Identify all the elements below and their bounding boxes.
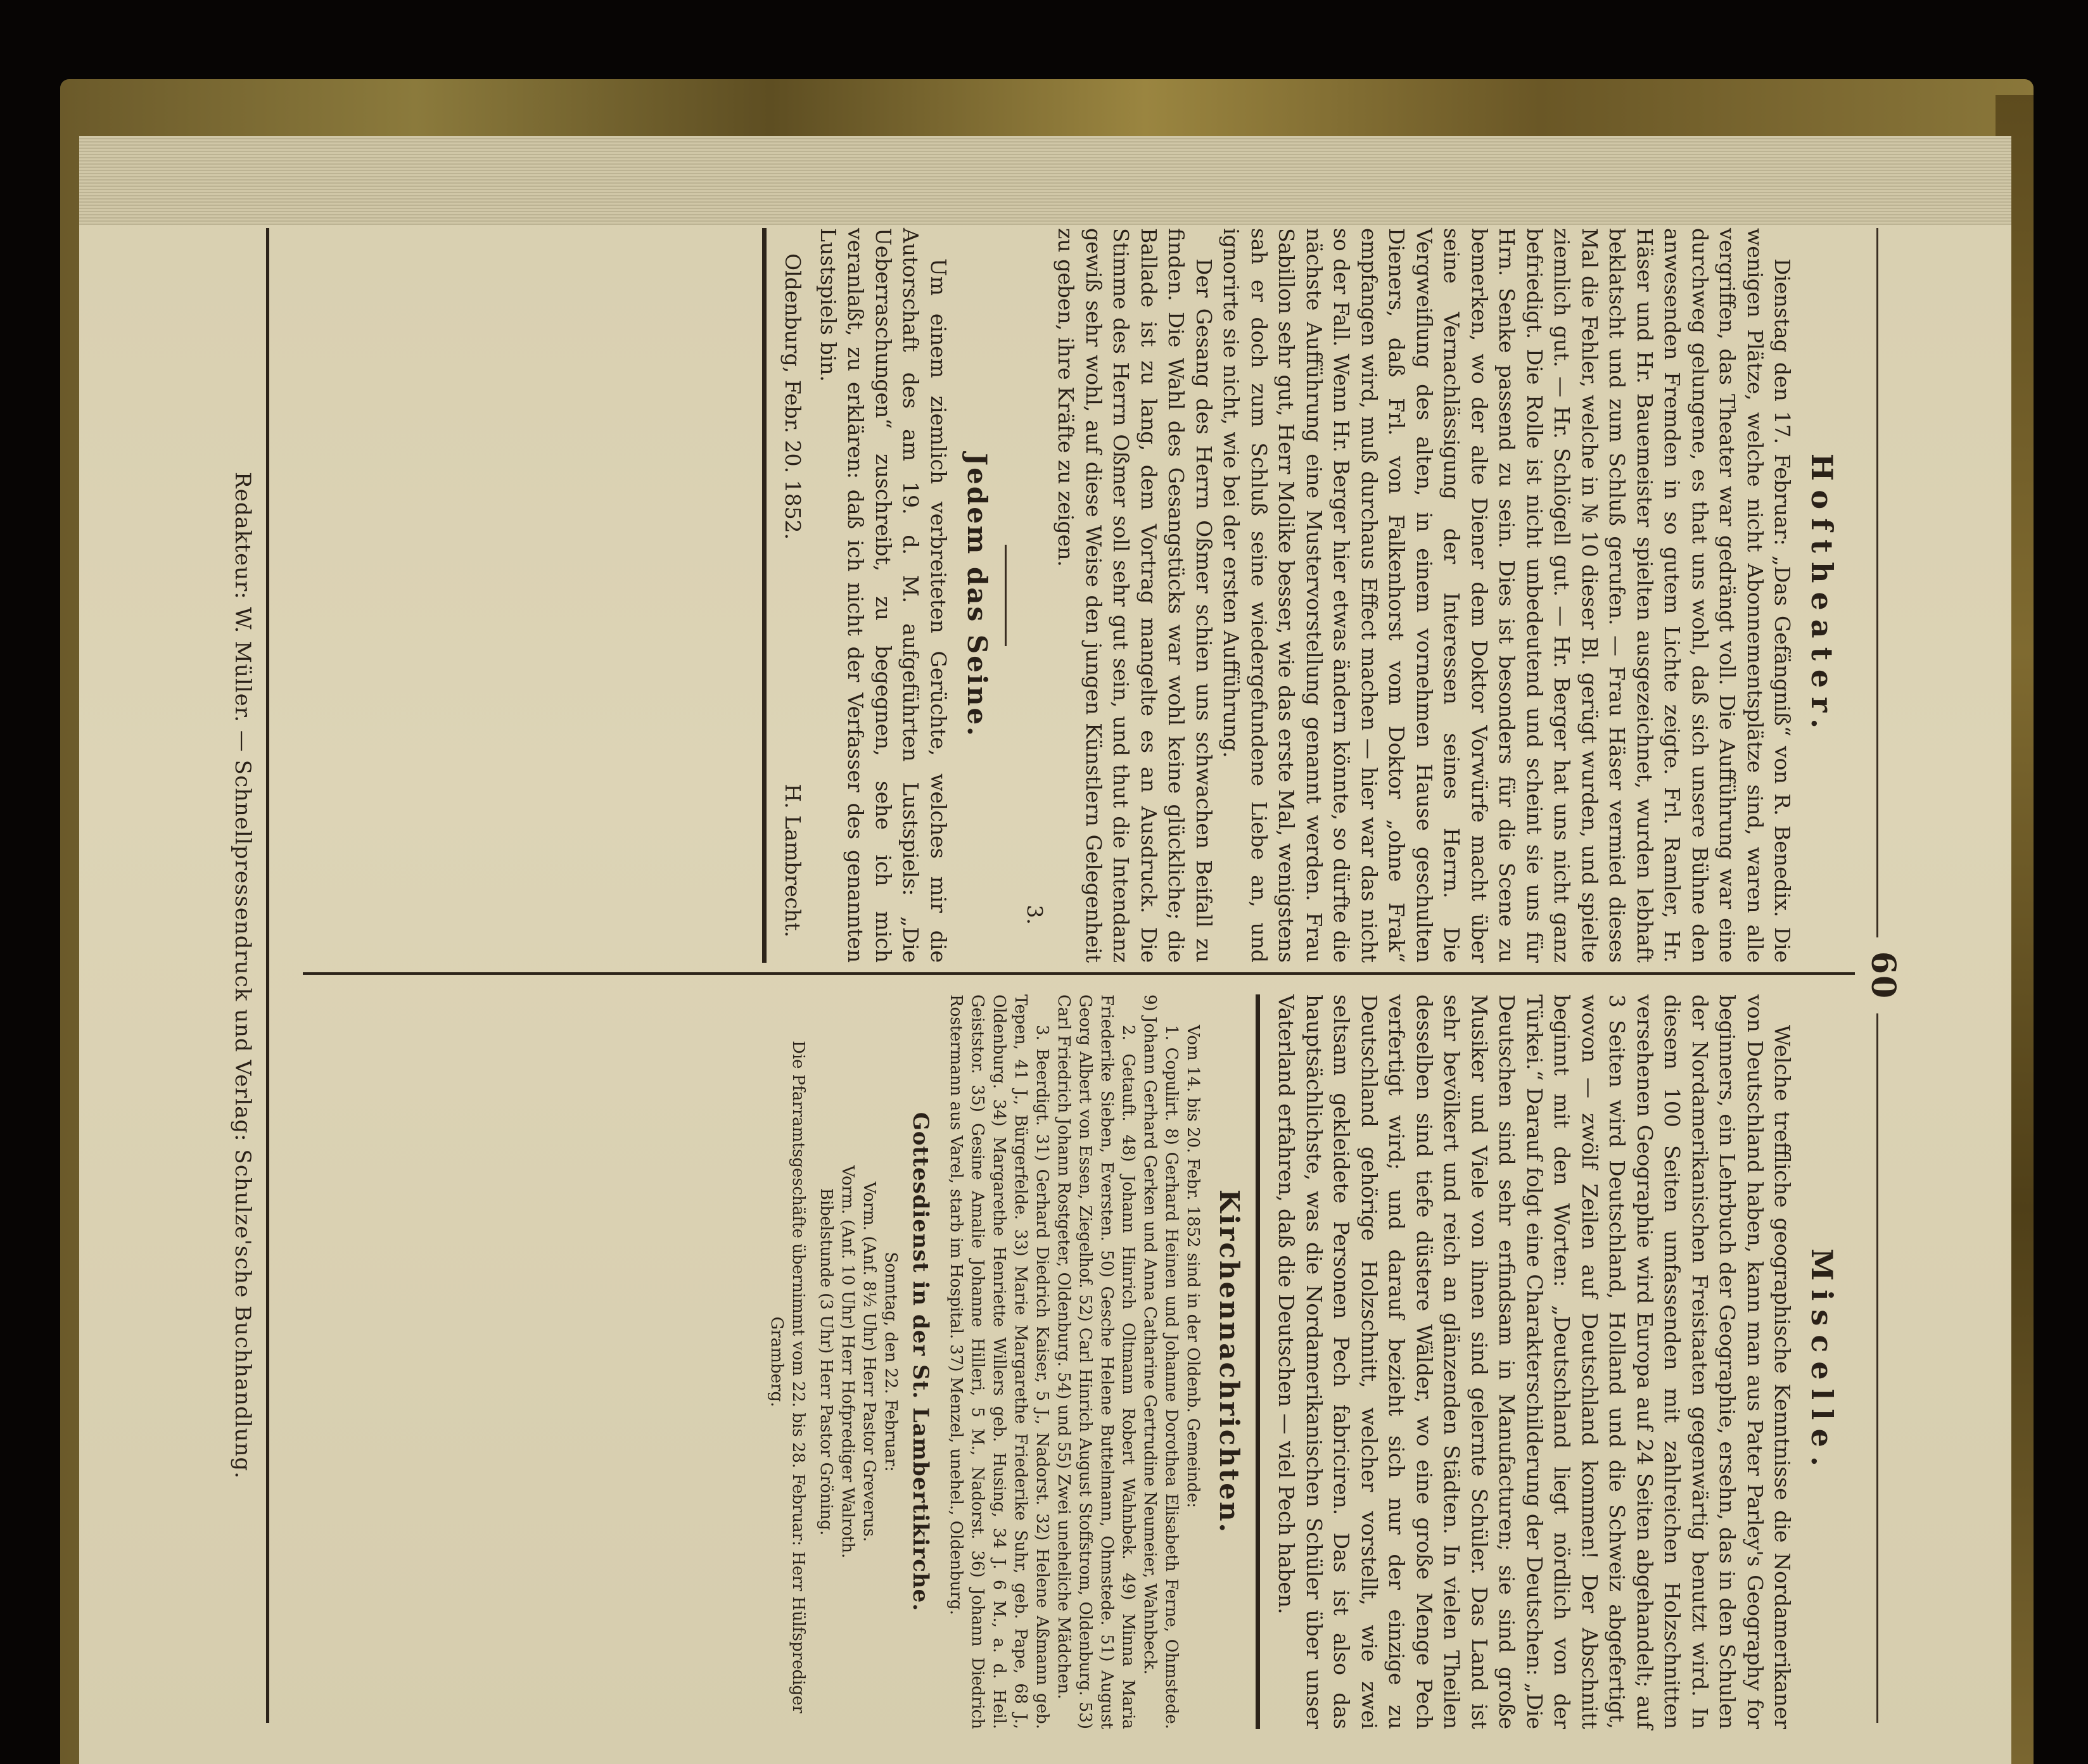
footer-rule: [266, 228, 269, 1723]
kirchen-intro: Vom 14. bis 20. Febr. 1852 sind in der Oldenb. Gemeinde:: [1183, 1025, 1203, 1508]
miscelle-title: Miscelle.: [1805, 1248, 1839, 1475]
gottesdienst-line-1: Vorm. (Anf. 8½ Uhr) Herr Pastor Greverus.: [860, 1181, 879, 1542]
jedem-author: H. Lambrecht.: [780, 784, 806, 937]
jedem-place-date: Oldenburg, Febr. 20. 1852.: [780, 253, 806, 540]
kirchen-copulirt: 1. Copulirt. 8) Gerhard Heinen und Johanne Dorothea Elisabeth Ferne, Ohmstede. 9) Johann Gerhard Gerken und Anna Catharine Gertrudine Neumeier, Wahnbeck.: [1140, 994, 1181, 1729]
page-number: 60: [1864, 951, 1902, 1000]
rotated-page-content: [192, 215, 1915, 1735]
page-stack-edges: [79, 136, 2011, 225]
theater-signature: 3.: [1022, 904, 1047, 925]
kirchen-getauft: 2. Getauft. 48) Johann Hinrich Oltmann Robert Wahnbek. 49) Minna Maria Friederike Sieben, Eversten. 50) Gesche Helene Buttelmann, Ohmstede. 51) August Georg Albert von Essen, Ziegelhof. 52) Carl Hinrich August Stoffstrom, Oldenburg. 53) Carl Friedrich Johann Rostgeter, Oldenburg. 54) und 55) Zwei uneheliche Mädchen.: [1054, 994, 1138, 1729]
jedem-signature-row: [779, 228, 807, 963]
header-rule-right: [1876, 1013, 1878, 1723]
gottesdienst-note: Die Pfarramtsgeschäfte übernimmt vom 22. bis 28. Februar: Herr Hülfsprediger Gramberg.: [767, 1040, 808, 1713]
gottesdienst-day: Sonntag, den 22. Februar:: [881, 1252, 900, 1472]
imprint: Redakteur: W. Müller. — Schnellpressendruck und Verlag: Schulze'sche Buchhandlung.: [230, 471, 255, 1480]
jedem-paragraph: Um einem ziemlich verbreiteten Gerüchte, welches mir die Autorschaft des am 19. d. M. aufgeführten Lustspiels: „Die Ueberraschungen“ zuschreibt, zu begegnen, sehe ich mich veranlaßt, zu erklären: daß ich nicht der Verfasser des genannten Lustspiels bin.: [816, 228, 951, 963]
section-divider: [1005, 545, 1007, 646]
gottesdienst-title: Gottesdienst in der St. Lambertikirche.: [908, 1112, 934, 1612]
column-right: [287, 994, 1839, 1729]
theater-paragraph-2: Der Gesang des Herrn Oßmer schien uns schwachen Beifall zu finden. Die Wahl des Gesangstücks war wohl keine glückliche; die Ballade ist zu lang, dem Vortrag mangelte es an Ausdruck. Die Stimme des Herrn Oßmer soll sehr gut sein, und thut die Intendanz gewiß sehr wohl, auf diese Weise den jungen Künstlern Gelegenheit zu geben, ihre Kräfte zu zeigen.: [1054, 228, 1216, 963]
gottesdienst-line-2: Vorm. (Anf. 10 Uhr) Herr Hofprediger Walroth.: [838, 1165, 857, 1559]
column-left: [287, 228, 1839, 963]
kirchen-title: Kirchennachrichten.: [1214, 1189, 1245, 1535]
header-rule-left: [1876, 228, 1878, 937]
gottesdienst-line-3: Bibelstunde (3 Uhr) Herr Pastor Gröning.: [817, 1188, 836, 1536]
column-end-rule: [762, 228, 767, 963]
miscelle-paragraph: Welche treffliche geographische Kenntnisse die Nordamerikaner von Deutschland haben, kann man aus Pater Parley's Geography for beginners, ein Lehrbuch der Geographie, ersehn, das in den Schulen der Nordamerikanischen Freistaaten gegenwärtig benutzt wird. In diesem 100 Seiten umfassenden mit zahlreichen Holzschnitten versehenen Geographie wird Europa auf 24 Seiten abgehandelt; auf 3 Seiten wird Deutschland, Holland und die Schweiz abgefertigt, wovon — zwölf Zeilen auf Deutschland kommen! Der Abschnitt beginnt mit den Worten: „Deutschland liegt nördlich von der Türkei.“ Darauf folgt eine Charakterschilderung der Deutschen: „Die Deutschen sind sehr erfindsam in Manufacturen; sie sind große Musiker und Viele von ihnen sind gelernte Schüler. Das Land ist sehr bevölkert und reich an glänzenden Städten. In vielen Theilen desselben sind tiefe düstere Wälder, wo eine große Menge Pech verfertigt wird; und darauf bezieht sich nur der einzige zu Deutschland gehörige Holzschnitt, welcher vorstellt, wie zwei seltsam gekleidete Personen Pech fabriciren. Das ist also das hauptsächlichste, was die Nordamerikanischen Schüler über unser Vaterland erfahren, daß die Deutschen — viel Pech haben.: [1274, 994, 1795, 1730]
column-separator: [303, 972, 1855, 975]
theater-title: Hoftheater.: [1805, 453, 1839, 738]
kirchen-beerdigt: 3. Beerdigt. 31) Gerhard Diedrich Kaiser, 5 J., Nadorst. 32) Helene Aßmann geb. Tepen, 41 J., Bürgerfelde. 33) Marie Margarethe Friederike Suhr, geb. Pape, 68 J., Oldenburg. 34) Margarethe Henriette Willers geb. Husing, 34 J. 6 M., a. d. Heil. Geiststor. 35) Gesine Amalie Johanne Hilleri, 5 M., Nadorst. 36) Johann Diedrich Rostermann aus Varel, starb im Hospital. 37) Menzel, unehel., Oldenburg.: [946, 994, 1052, 1729]
theater-paragraph-1: Dienstag den 17. Februar: „Das Gefängniß“ von R. Benedix. Die wenigen Plätze, welche nicht Abonnementsplätze sind, waren alle vergriffen, das Theater war gedrängt voll. Die Aufführung war eine durchweg gelungene, es that uns wohl, daß sich unsere Bühne den anwesenden Fremden in so gutem Lichte zeigte. Frl. Ramler, Hr. Häser und Hr. Bauemeister spielten ausgezeichnet, wurden lebhaft beklatscht und zum Schluß gerufen. — Frau Häser vermied dieses Mal die Fehler, welche in № 10 dieser Bl. gerügt wurden, und spielte ziemlich gut. — Hr. Schlögell gut. — Hr. Berger hat uns nicht ganz befriedigt. Die Rolle ist nicht unbedeutend und scheint sie uns für Hrn. Senke passend zu sein. Dies ist besonders für die Scene zu bemerken, wo der alte Diener dem Doktor Vorwürfe macht über seine Vernachlässigung der Interessen seines Herrn. Die Vergweiflung des alten, in einem vornehmen Hause geschulten Dieners, daß Frl. von Falkenhorst vom Doktor „ohne Frak“ empfangen wird, muß durchaus Effect machen — hier war das nicht so der Fall. Wenn Hr. Berger hier etwas ändern könnte, so dürfte die nächste Aufführung eine Mustervorstellung genannt werden. Frau Sabillon sehr gut, Herr Molike besser, wie das erste Mal, wenigstens sah er doch zum Schluß seine wiedergefundene Liebe an, und ignorirte sie nicht, wie bei der ersten Aufführung.: [1219, 228, 1795, 963]
jedem-title: Jedem das Seine.: [962, 453, 993, 738]
section-divider-thick: [1256, 994, 1260, 1729]
